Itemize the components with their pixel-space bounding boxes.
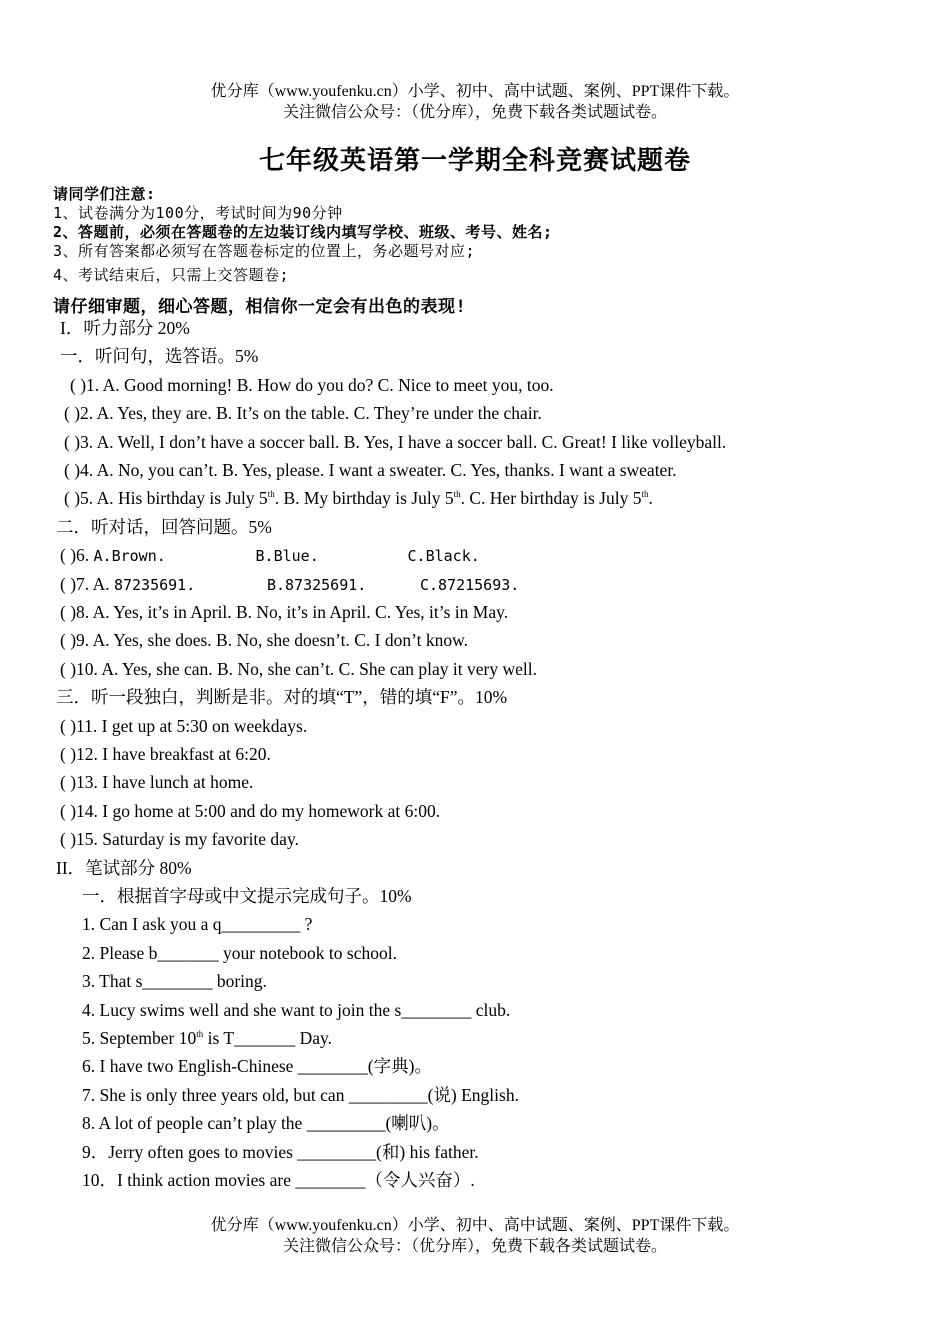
sentence-10: 10．I think action movies are ________（令人兴奋）. (82, 1170, 475, 1190)
question-4: ( )4. A. No, you can’t. B. Yes, please. I want a sweater. C. Yes, thanks. I want a sweater. (64, 460, 677, 480)
part2-sec1-heading: 一．根据首字母或中文提示完成句子。10% (82, 886, 412, 906)
notice-item-2: 2、答题前，必须在答题卷的左边装订线内填写学校、班级、考号、姓名; (53, 223, 553, 241)
s5-part-b: is T_______ Day. (203, 1028, 333, 1048)
q7-option-b: B.87325691. (266, 576, 367, 594)
notice-heading: 请同学们注意: (53, 185, 156, 203)
q6-option-a: A.Brown. (93, 547, 166, 565)
question-3: ( )3. A. Well, I don’t have a soccer ball. B. Yes, I have a soccer ball. C. Great! I like volleyball. (64, 432, 727, 452)
question-6 (60, 547, 480, 565)
q6-option-b: B.Blue. (255, 547, 319, 565)
part1-sec3-heading: 三．听一段独白，判断是非。对的填“T”，错的填“F”。10% (56, 687, 508, 707)
notice-item-1: 1、试卷满分为100分，考试时间为90分钟 (53, 204, 343, 222)
notice-encourage: 请仔细审题，细心答题，相信你一定会有出色的表现! (53, 297, 467, 317)
question-9: ( )9. A. Yes, she does. B. No, she doesn’t. C. I don’t know. (60, 630, 469, 650)
q6-num: ( )6. (60, 545, 94, 565)
notice-item-3: 3、所有答案都必须写在答题卷标定的位置上，务必题号对应; (53, 242, 476, 260)
sentence-3: 3. That s________ boring. (82, 971, 267, 991)
question-10: ( )10. A. Yes, she can. B. No, she can’t. C. She can play it very well. (60, 659, 537, 679)
question-7 (60, 576, 519, 594)
s5-part-a: 5. September 10 (82, 1028, 197, 1048)
footer-line-1: 优分库（www.youfenku.cn）小学、初中、高中试题、案例、PPT课件下载。 (210, 1217, 740, 1234)
question-12: ( )12. I have breakfast at 6:20. (60, 744, 271, 764)
q6-option-c: C.Black. (407, 547, 480, 565)
q5-sup-c: th (641, 489, 649, 499)
sentence-9: 9．Jerry often goes to movies _________(和) his father. (82, 1142, 479, 1162)
question-8: ( )8. A. Yes, it’s in April. B. No, it’s in April. C. Yes, it’s in May. (60, 602, 509, 622)
question-13: ( )13. I have lunch at home. (60, 772, 254, 792)
q7-option-c: C.87215693. (419, 576, 520, 594)
question-1: ( )1. A. Good morning! B. How do you do? C. Nice to meet you, too. (70, 375, 554, 395)
sentence-5 (82, 1030, 332, 1048)
page-title: 七年级英语第一学期全科竞赛试题卷 (258, 146, 691, 176)
q5-part-a: ( )5. A. His birthday is July 5 (64, 488, 268, 508)
sentence-7: 7. She is only three years old, but can _________(说) English. (82, 1085, 519, 1105)
q5-sup-b: th (453, 489, 461, 499)
part1-sec2-heading: 二．听对话，回答问题。5% (56, 517, 272, 537)
q7-option-a: 87235691. (113, 576, 196, 594)
part2-heading: II．笔试部分 80% (56, 858, 192, 878)
notice-item-4: 4、考试结束后，只需上交答题卷; (53, 266, 290, 284)
footer-line-2: 关注微信公众号：（优分库），免费下载各类试题试卷。 (282, 1238, 667, 1255)
sentence-2: 2. Please b_______ your notebook to school. (82, 943, 397, 963)
question-5 (64, 490, 653, 508)
sentence-1: 1. Can I ask you a q_________ ? (82, 914, 313, 934)
q5-part-c: . C. Her birthday is July 5 (460, 488, 642, 508)
part1-heading: I．听力部分 20% (60, 318, 190, 338)
sentence-6: 6. I have two English-Chinese ________(字典)。 (82, 1056, 432, 1076)
q5-part-d: . (648, 488, 653, 508)
q5-part-b: . B. My birthday is July 5 (274, 488, 454, 508)
question-2: ( )2. A. Yes, they are. B. It’s on the table. C. They’re under the chair. (64, 403, 542, 423)
header-line-1: 优分库（www.youfenku.cn）小学、初中、高中试题、案例、PPT课件下载。 (210, 83, 740, 100)
header-line-2: 关注微信公众号：（优分库），免费下载各类试题试卷。 (282, 104, 667, 121)
sentence-8: 8. A lot of people can’t play the _________(喇叭)。 (82, 1113, 450, 1133)
question-14: ( )14. I go home at 5:00 and do my homework at 6:00. (60, 801, 441, 821)
q7-num: ( )7. A. (60, 574, 114, 594)
question-15: ( )15. Saturday is my favorite day. (60, 829, 299, 849)
s5-sup: th (196, 1029, 204, 1039)
q5-sup-a: th (267, 489, 275, 499)
question-11: ( )11. I get up at 5:30 on weekdays. (60, 716, 308, 736)
part1-sec1-heading: 一．听问句，选答语。5% (60, 346, 259, 366)
sentence-4: 4. Lucy swims well and she want to join the s________ club. (82, 1000, 511, 1020)
